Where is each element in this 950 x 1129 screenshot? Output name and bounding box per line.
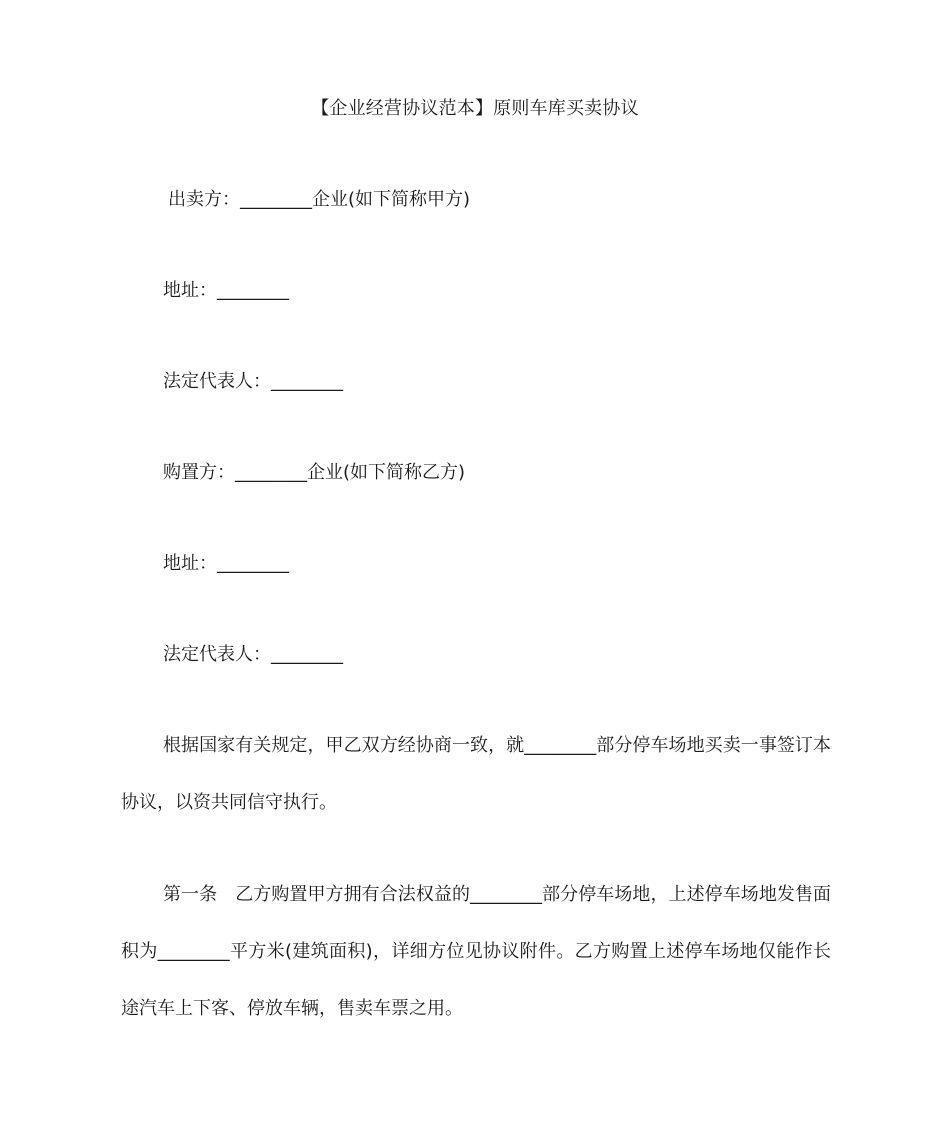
- seller-address: 地址：________: [163, 280, 289, 301]
- seller-representative: 法定代表人：________: [163, 371, 343, 392]
- intro-paragraph: 根据国家有关规定，甲乙双方经协商一致，就________部分停车场地买卖一事签订本协议，以资共同信守执行。: [121, 735, 831, 813]
- buyer-representative: 法定代表人：________: [163, 644, 343, 665]
- buyer-line: 购置方：________企业(如下简称乙方): [163, 462, 466, 483]
- article-1-paragraph: [121, 866, 831, 1037]
- document-title: 【企业经营协议范本】原则车库买卖协议: [311, 98, 639, 119]
- buyer-address: 地址：________: [163, 553, 289, 574]
- article-1-label: 第一条: [163, 884, 218, 905]
- article-1-text: 乙方购置甲方拥有合法权益的________部分停车场地，上述停车场地发售面积为________平方米(建筑面积)，详细方位见协议附件。乙方购置上述停车场地仅能作长途汽车上下客、停放车辆，售卖车票之用。: [121, 884, 832, 1019]
- seller-line: 出卖方：________企业(如下简称甲方): [168, 189, 471, 210]
